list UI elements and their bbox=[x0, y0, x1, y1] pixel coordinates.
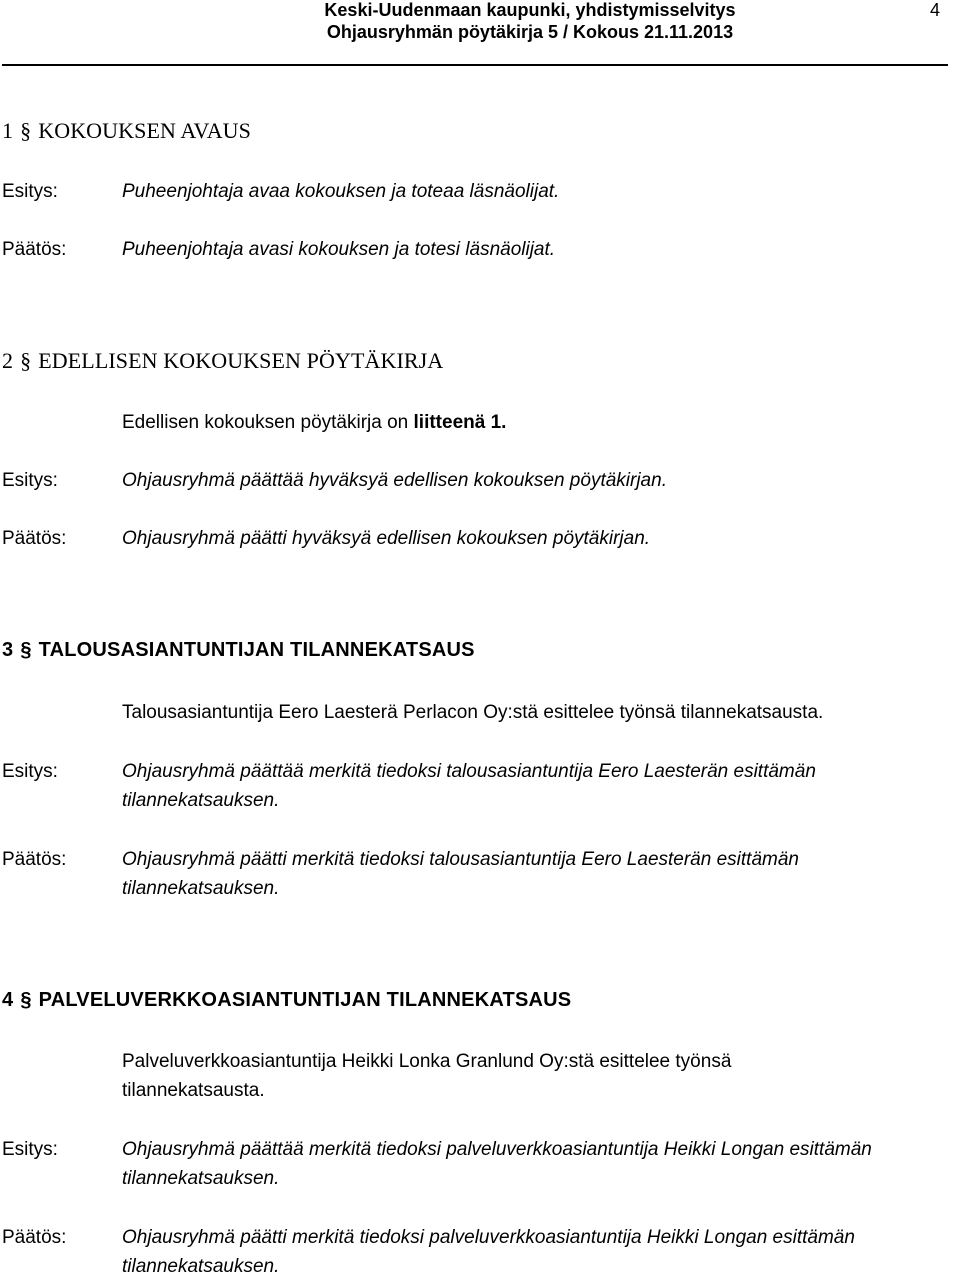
esitys-text: Puheenjohtaja avaa kokouksen ja toteaa läsnäolijat. bbox=[122, 181, 560, 202]
section-symbol: § bbox=[20, 348, 32, 373]
section-symbol: § bbox=[20, 989, 32, 1011]
esitys-text: Ohjausryhmä päättää merkitä tiedoksi talousasiantuntija Eero Laesterän esittämän tilannekatsauksen. bbox=[122, 761, 816, 811]
paatos-text: Puheenjohtaja avasi kokouksen ja totesi läsnäolijat. bbox=[122, 239, 556, 260]
paatos-label: Päätös: bbox=[2, 849, 67, 870]
header-divider bbox=[2, 64, 948, 66]
section-symbol: § bbox=[20, 118, 32, 143]
section-3-heading bbox=[2, 637, 475, 663]
section-title: KOKOUKSEN AVAUS bbox=[38, 118, 252, 143]
paatos-text: Ohjausryhmä päätti merkitä tiedoksi talousasiantuntija Eero Laesterän esittämän tilannekatsauksen. bbox=[122, 849, 799, 899]
page-number: 4 bbox=[930, 0, 941, 20]
section-title: EDELLISEN KOKOUKSEN PÖYTÄKIRJA bbox=[38, 348, 444, 373]
intro-plain: Edellisen kokouksen pöytäkirja on bbox=[122, 412, 414, 433]
section-title: TALOUSASIANTUNTIJAN TILANNEKATSAUS bbox=[38, 639, 475, 661]
esitys-label: Esitys: bbox=[2, 470, 58, 491]
section-title: PALVELUVERKKOASIANTUNTIJAN TILANNEKATSAUS bbox=[38, 989, 572, 1011]
paatos-text: Ohjausryhmä päätti hyväksyä edellisen kokouksen pöytäkirjan. bbox=[122, 528, 651, 549]
section-number: 3 bbox=[2, 639, 14, 661]
paatos-text: Ohjausryhmä päätti merkitä tiedoksi palveluverkkoasiantuntija Heikki Longan esittämän tilannekatsauksen. bbox=[122, 1227, 855, 1277]
esitys-text: Ohjausryhmä päättää hyväksyä edellisen kokouksen pöytäkirjan. bbox=[122, 470, 667, 491]
paatos-label: Päätös: bbox=[2, 239, 67, 260]
section-number: 4 bbox=[2, 989, 14, 1011]
section-number: 1 bbox=[2, 118, 14, 143]
section-symbol: § bbox=[20, 639, 32, 661]
header-organization: Keski-Uudenmaan kaupunki, yhdistymisselvitys bbox=[324, 0, 736, 20]
esitys-text: Ohjausryhmä päättää merkitä tiedoksi palveluverkkoasiantuntija Heikki Longan esittämän tilannekatsauksen. bbox=[122, 1139, 872, 1189]
page-header bbox=[0, 0, 960, 67]
section-4-heading bbox=[2, 987, 571, 1013]
intro-text: Palveluverkkoasiantuntija Heikki Lonka Granlund Oy:stä esittelee työnsä tilannekatsausta. bbox=[122, 1051, 732, 1101]
paatos-label: Päätös: bbox=[2, 1227, 67, 1248]
section-1-heading bbox=[2, 118, 251, 144]
esitys-label: Esitys: bbox=[2, 181, 58, 202]
esitys-label: Esitys: bbox=[2, 1139, 58, 1160]
intro-text bbox=[122, 408, 942, 437]
intro-text: Talousasiantuntija Eero Laesterä Perlacon Oy:stä esittelee työnsä tilannekatsausta. bbox=[122, 702, 824, 723]
section-2-heading bbox=[2, 348, 443, 374]
section-number: 2 bbox=[2, 348, 14, 373]
header-document-title: Ohjausryhmän pöytäkirja 5 / Kokous 21.11.2013 bbox=[326, 22, 734, 42]
attachment-reference: liitteenä 1. bbox=[413, 412, 507, 433]
esitys-label: Esitys: bbox=[2, 761, 58, 782]
paatos-label: Päätös: bbox=[2, 528, 67, 549]
